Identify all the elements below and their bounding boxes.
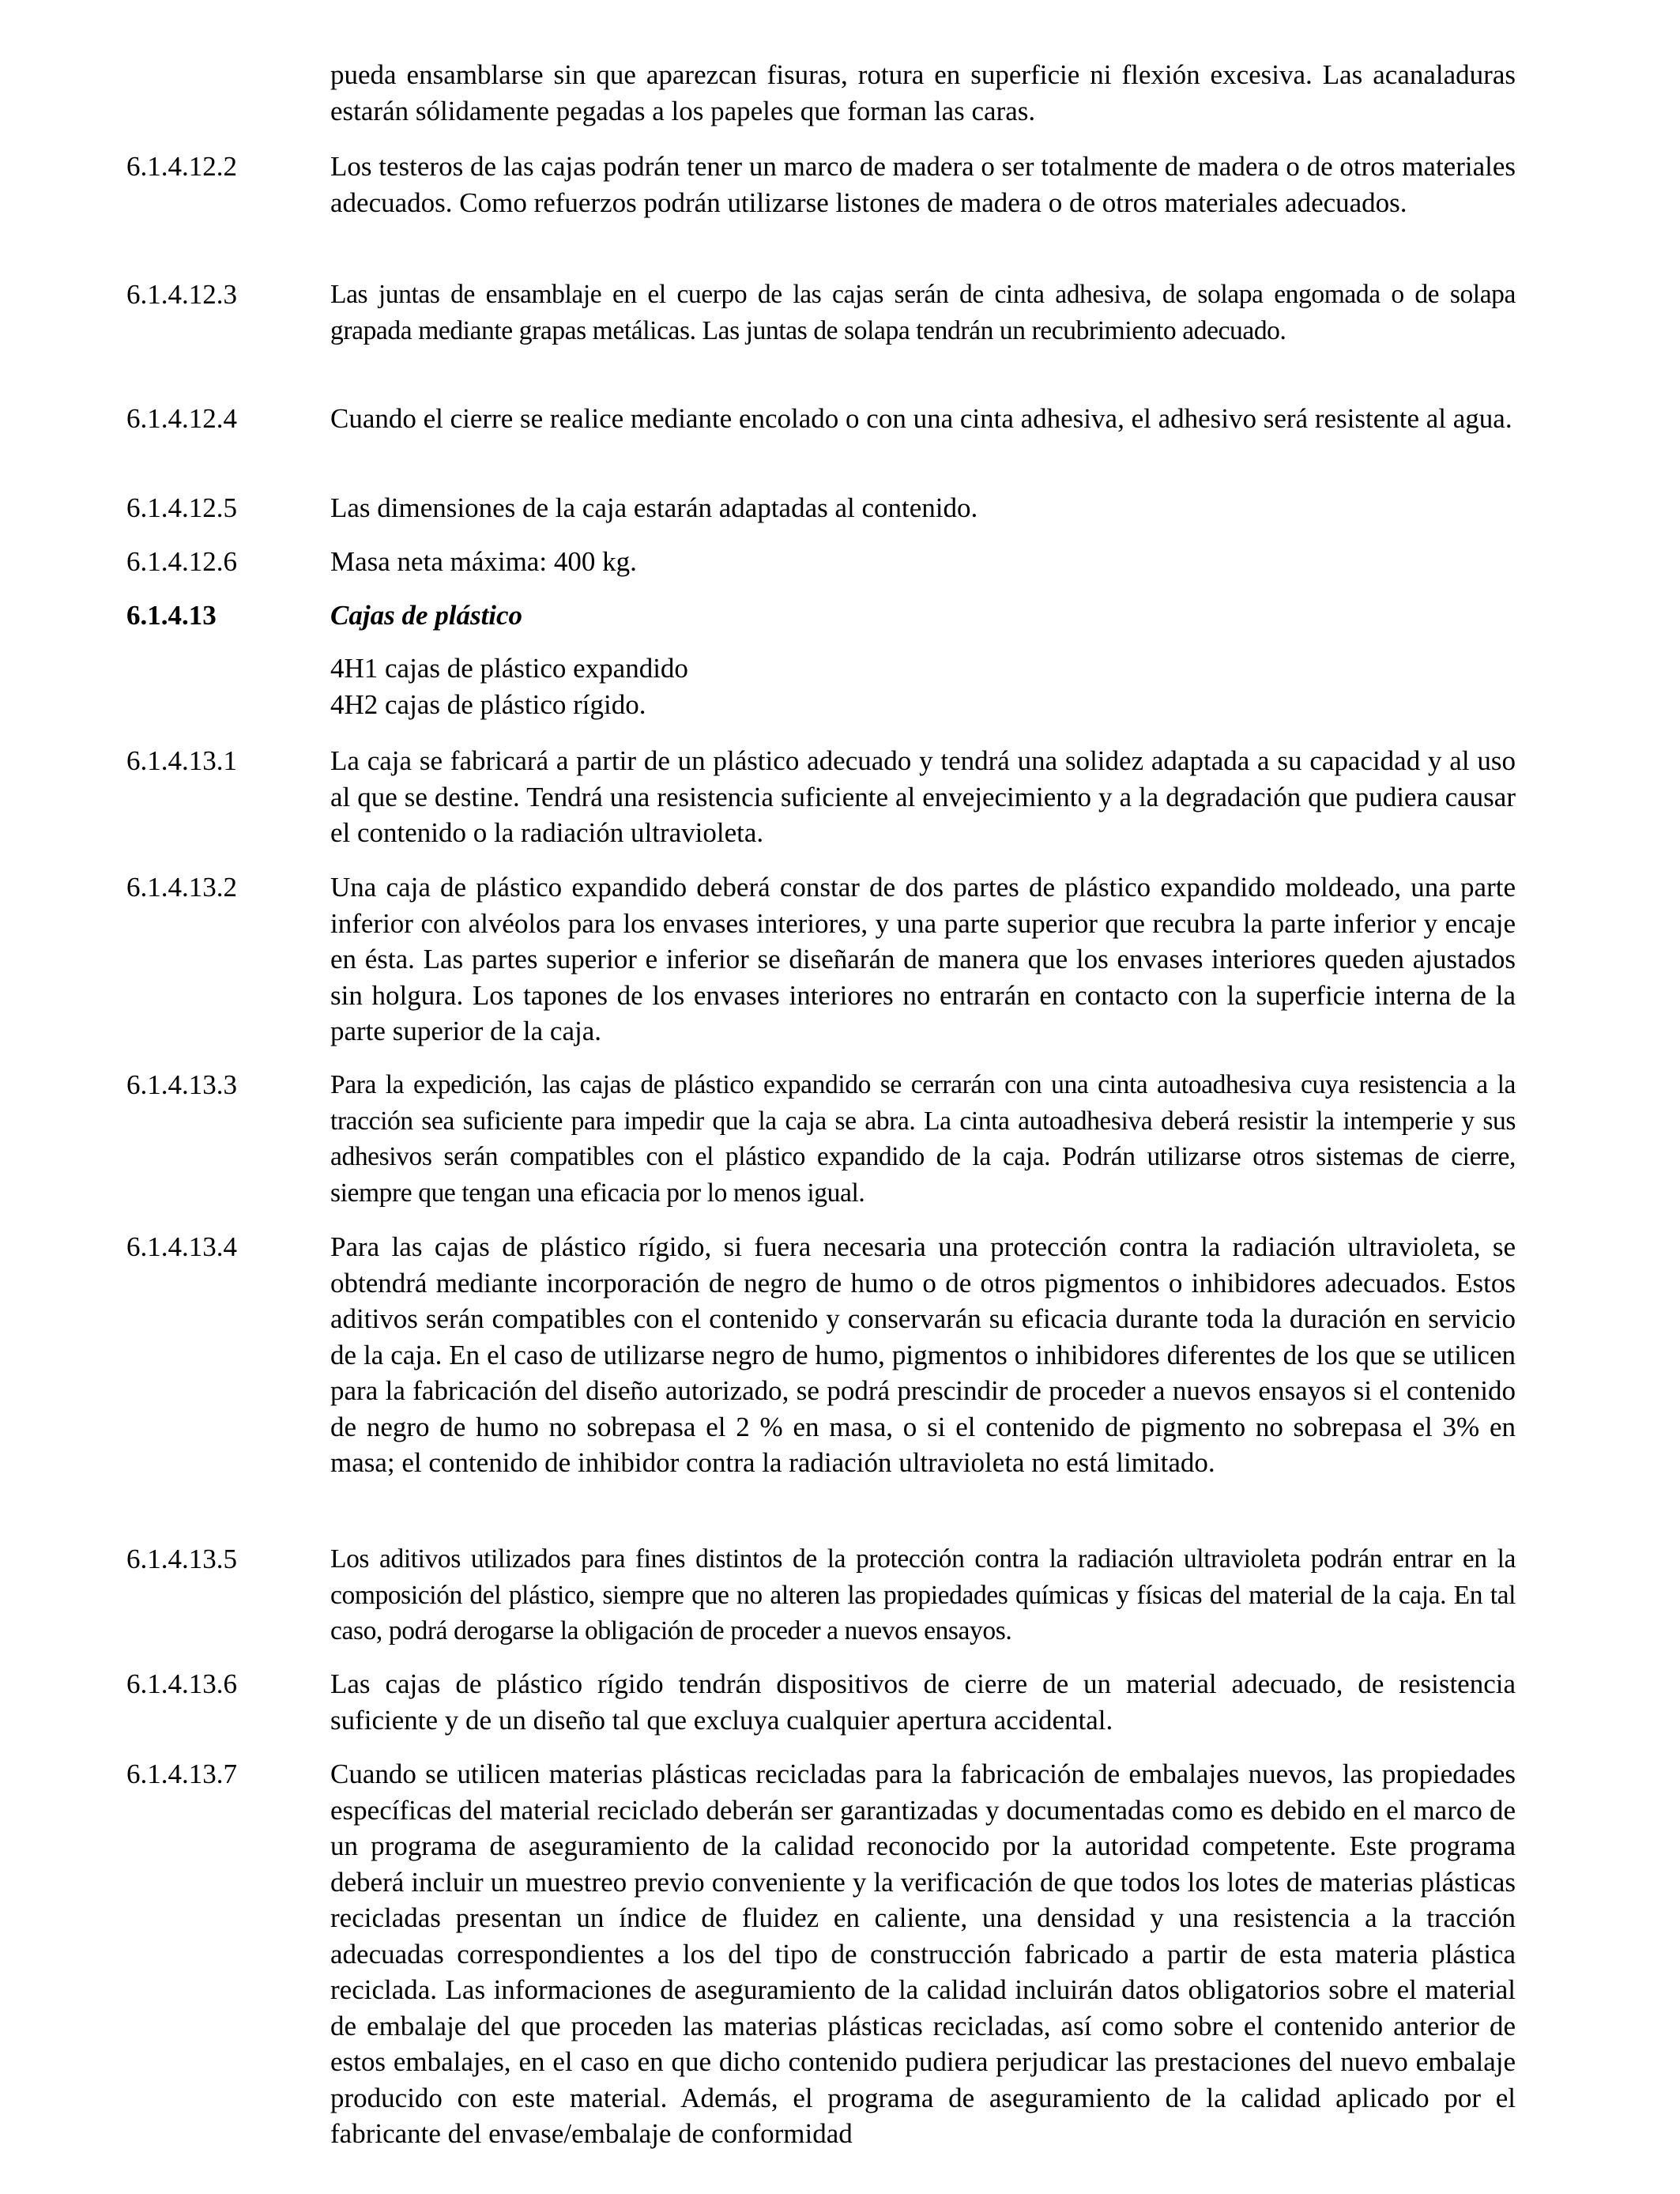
packaging-type-4h2: 4H2 cajas de plástico rígido. bbox=[330, 688, 646, 720]
paragraph-number: 6.1.4.13.1 bbox=[126, 745, 237, 776]
paragraph-text: Cuando se utilicen materias plásticas recicladas para la fabricación de embalajes nuevos, las propiedades específicas del material reciclado deberán ser garantizadas y documentadas como es debido en el marco de un programa de aseguramiento de la calidad reconocido por la autoridad competente. Este programa deberá incluir un muestreo previo conveniente y la verificación de que todos los lotes de materias plásticas recicladas presentan un índice de fluidez en caliente, una densidad y una resistencia a la tracción adecuadas correspondientes a los del tipo de construcción fabricado a partir de esta materia plástica reciclada. Las informaciones de aseguramiento de la calidad incluirán datos obligatorios sobre el material de embalaje del que proceden las materias plásticas recicladas, así como sobre el contenido anterior de estos embalajes, en el caso en que dicho contenido pudiera perjudicar las prestaciones del nuevo embalaje producido con este material. Además, el programa de aseguramiento de la calidad aplicado por el fabricante del envase/embalaje de conformidad bbox=[330, 1759, 1516, 2149]
paragraph-text: Los aditivos utilizados para fines distintos de la protección contra la radiación ultravioleta podrán entrar en la composición del plástico, siempre que no alteren las propiedades químicas y físicas del material de la caja. En tal caso, podrá derogarse la obligación de proceder a nuevos ensayos. bbox=[330, 1544, 1516, 1646]
paragraph-text: Cuando el cierre se realice mediante encolado o con una cinta adhesiva, el adhesivo será resistente al agua. bbox=[330, 403, 1512, 434]
paragraph-number: 6.1.4.12.5 bbox=[126, 492, 237, 523]
packaging-types-list bbox=[330, 650, 1516, 722]
paragraph-number: 6.1.4.12.4 bbox=[126, 403, 237, 434]
paragraph-text: Las dimensiones de la caja estarán adaptadas al contenido. bbox=[330, 492, 978, 523]
packaging-type-4h1: 4H1 cajas de plástico expandido bbox=[330, 653, 688, 684]
paragraph-number: 6.1.4.13.3 bbox=[126, 1069, 237, 1100]
paragraph-text: Las cajas de plástico rígido tendrán dispositivos de cierre de un material adecuado, de resistencia suficiente y de un diseño tal que excluya cualquier apertura accidental. bbox=[330, 1668, 1516, 1736]
paragraph-number: 6.1.4.13.5 bbox=[126, 1544, 237, 1574]
paragraph-number: 6.1.4.12.2 bbox=[126, 151, 237, 182]
paragraph-text: pueda ensamblarse sin que aparezcan fisuras, rotura en superficie ni flexión excesiva. Las acanaladuras estarán sólidamente pegadas a los papeles que forman las caras. bbox=[330, 59, 1516, 126]
paragraph-number: 6.1.4.12.6 bbox=[126, 546, 237, 577]
paragraph-text: Una caja de plástico expandido deberá constar de dos partes de plástico expandido moldeado, una parte inferior con alvéolos para los envases interiores, y una parte superior que recubra la parte inferior y encaje en ésta. Las partes superior e inferior se diseñarán de manera que los envases interiores queden ajustados sin holgura. Los tapones de los envases interiores no entrarán en contacto con la superficie interna de la parte superior de la caja. bbox=[330, 872, 1516, 1046]
paragraph-number: 6.1.4.12.3 bbox=[126, 279, 237, 310]
paragraph-text: La caja se fabricará a partir de un plástico adecuado y tendrá una solidez adaptada a su capacidad y al uso al que se destine. Tendrá una resistencia suficiente al envejecimiento y a la degradación que pudiera causar el contenido o la radiación ultravioleta. bbox=[330, 745, 1516, 848]
paragraph-text: Para la expedición, las cajas de plástico expandido se cerrarán con una cinta autoadhesiva cuya resistencia a la tracción sea suficiente para impedir que la caja se abra. La cinta autoadhesiva deberá resistir la intemperie y sus adhesivos serán compatibles con el plástico expandido de la caja. Podrán utilizarse otros sistemas de cierre, siempre que tengan una eficacia por lo menos igual. bbox=[330, 1070, 1516, 1208]
section-number: 6.1.4.13 bbox=[126, 600, 217, 631]
paragraph-text: Las juntas de ensamblaje en el cuerpo de las cajas serán de cinta adhesiva, de solapa engomada o de solapa grapada mediante grapas metálicas. Las juntas de solapa tendrán un recubrimiento adecuado. bbox=[330, 280, 1516, 345]
paragraph-number: 6.1.4.13.2 bbox=[126, 872, 237, 903]
paragraph-text: Para las cajas de plástico rígido, si fuera necesaria una protección contra la radiación ultravioleta, se obtendrá mediante incorporación de negro de humo o de otros pigmentos o inhibidores adecuados. Estos aditivos serán compatibles con el contenido y conservarán su eficacia durante toda la duración en servicio de la caja. En el caso de utilizarse negro de humo, pigmentos o inhibidores diferentes de los que se utilicen para la fabricación del diseño autorizado, se podrá prescindir de proceder a nuevos ensayos si el contenido de negro de humo no sobrepasa el 2 % en masa, o si el contenido de pigmento no sobrepasa el 3% en masa; el contenido de inhibidor contra la radiación ultravioleta no está limitado. bbox=[330, 1231, 1516, 1478]
paragraph-text: Los testeros de las cajas podrán tener un marco de madera o ser totalmente de madera o de otros materiales adecuados. Como refuerzos podrán utilizarse listones de madera o de otros materiales adecuados. bbox=[330, 151, 1516, 218]
section-title: Cajas de plástico bbox=[330, 600, 523, 631]
paragraph-number: 6.1.4.13.7 bbox=[126, 1759, 237, 1789]
paragraph-text: Masa neta máxima: 400 kg. bbox=[330, 546, 637, 577]
paragraph-number: 6.1.4.13.6 bbox=[126, 1668, 237, 1699]
paragraph-number: 6.1.4.13.4 bbox=[126, 1231, 237, 1262]
